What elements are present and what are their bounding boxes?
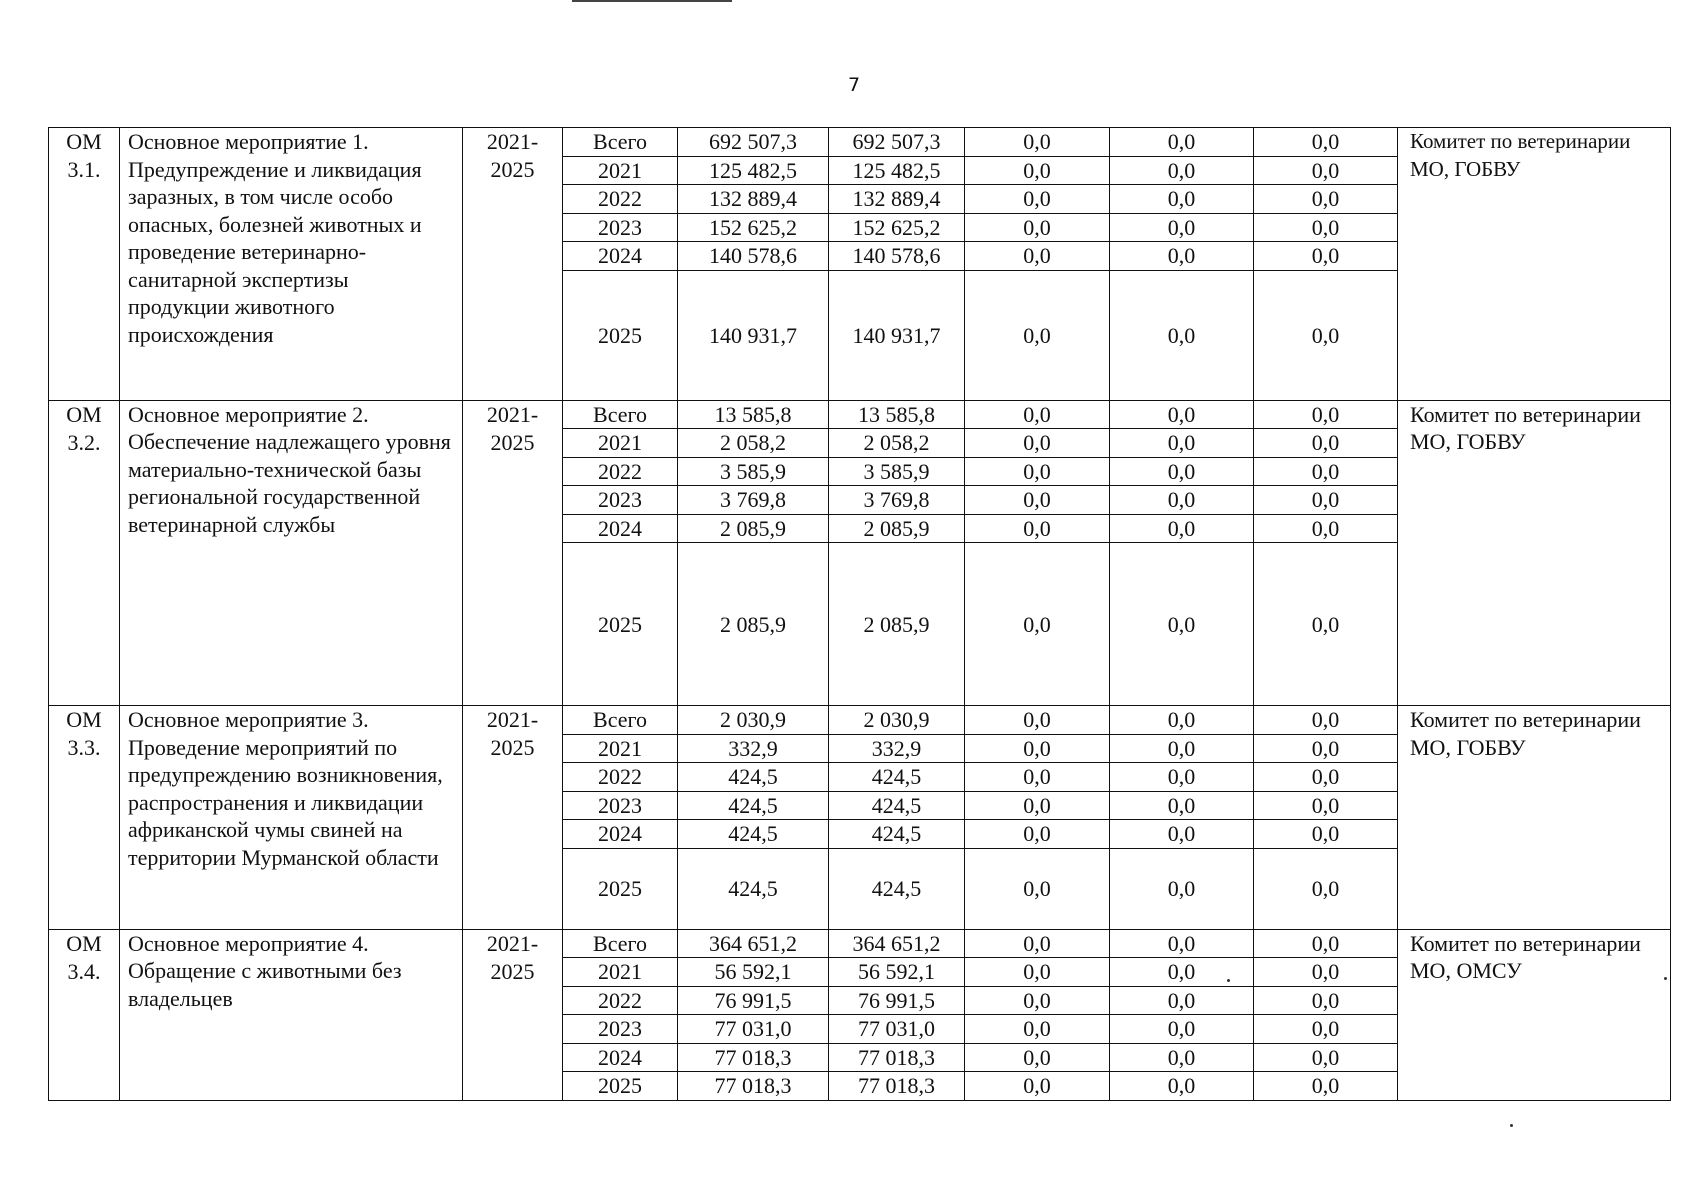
regional-value: 77 031,0 — [829, 1015, 965, 1044]
local-value: 0,0 — [1110, 514, 1254, 543]
total-value: 77 018,3 — [678, 1072, 829, 1101]
year-cell: 2025 — [563, 1072, 678, 1101]
local-value: 0,0 — [1110, 242, 1254, 271]
budget-table-body — [49, 128, 1671, 1101]
local-value: 0,0 — [1110, 1015, 1254, 1044]
regional-value: 2 085,9 — [829, 543, 965, 706]
year-cell: 2022 — [563, 763, 678, 792]
total-value: 2 085,9 — [678, 543, 829, 706]
regional-value: 132 889,4 — [829, 185, 965, 214]
executor: Комитет по ветеринарии МО, ОМСУ — [1398, 929, 1671, 1100]
local-value: 0,0 — [1110, 457, 1254, 486]
federal-value: 0,0 — [965, 242, 1110, 271]
federal-value: 0,0 — [965, 185, 1110, 214]
local-value: 0,0 — [1110, 185, 1254, 214]
total-value: 76 991,5 — [678, 986, 829, 1015]
total-value: 2 030,9 — [678, 706, 829, 735]
activity-code: ОМ 3.4. — [49, 929, 120, 1100]
other-value: 0,0 — [1254, 543, 1398, 706]
year-cell: Всего — [563, 706, 678, 735]
year-cell: 2021 — [563, 429, 678, 458]
regional-value: 125 482,5 — [829, 156, 965, 185]
budget-table — [48, 127, 1671, 1101]
regional-value: 76 991,5 — [829, 986, 965, 1015]
total-value: 332,9 — [678, 734, 829, 763]
table-row — [49, 706, 1671, 735]
table-row — [49, 929, 1671, 958]
federal-value: 0,0 — [965, 1072, 1110, 1101]
federal-value: 0,0 — [965, 128, 1110, 157]
year-cell: 2021 — [563, 734, 678, 763]
total-value: 424,5 — [678, 791, 829, 820]
regional-value: 77 018,3 — [829, 1072, 965, 1101]
regional-value: 692 507,3 — [829, 128, 965, 157]
federal-value: 0,0 — [965, 734, 1110, 763]
year-cell: 2022 — [563, 986, 678, 1015]
regional-value: 424,5 — [829, 763, 965, 792]
year-cell: 2024 — [563, 514, 678, 543]
year-cell: 2021 — [563, 156, 678, 185]
other-value: 0,0 — [1254, 242, 1398, 271]
federal-value: 0,0 — [965, 514, 1110, 543]
year-cell: 2025 — [563, 543, 678, 706]
other-value: 0,0 — [1254, 457, 1398, 486]
regional-value: 140 931,7 — [829, 270, 965, 400]
local-value: 0,0 — [1110, 429, 1254, 458]
other-value: 0,0 — [1254, 514, 1398, 543]
activity-name: Основное мероприятие 1. Предупреждение и ликвидация заразных, в том числе особо опасных, болезней животных и проведение ветеринарно-санитарной экспертизы продукции животного происхождения — [120, 128, 463, 401]
activity-period: 2021-2025 — [463, 706, 563, 930]
activity-name: Основное мероприятие 3. Проведение мероприятий по предупреждению возникновения, распространения и ликвидации африканской чумы свиней на территории Мурманской области — [120, 706, 463, 930]
federal-value: 0,0 — [965, 543, 1110, 706]
other-value: 0,0 — [1254, 706, 1398, 735]
total-value: 424,5 — [678, 763, 829, 792]
year-cell: 2023 — [563, 791, 678, 820]
page-number: 7 — [847, 74, 861, 96]
local-value: 0,0 — [1110, 820, 1254, 849]
executor: Комитет по ветеринарии МО, ГОБВУ — [1398, 706, 1671, 930]
regional-value: 152 625,2 — [829, 213, 965, 242]
federal-value: 0,0 — [965, 958, 1110, 987]
local-value: 0,0 — [1110, 791, 1254, 820]
year-cell: 2022 — [563, 457, 678, 486]
activity-name: Основное мероприятие 4. Обращение с животными без владельцев — [120, 929, 463, 1100]
total-value: 56 592,1 — [678, 958, 829, 987]
local-value: 0,0 — [1110, 543, 1254, 706]
federal-value: 0,0 — [965, 156, 1110, 185]
local-value: 0,0 — [1110, 1072, 1254, 1101]
total-value: 2 085,9 — [678, 514, 829, 543]
local-value: 0,0 — [1110, 734, 1254, 763]
local-value: 0,0 — [1110, 1043, 1254, 1072]
year-cell: 2023 — [563, 1015, 678, 1044]
local-value: 0,0 — [1110, 486, 1254, 515]
year-cell: 2025 — [563, 848, 678, 929]
total-value: 140 931,7 — [678, 270, 829, 400]
local-value: 0,0 — [1110, 128, 1254, 157]
executor: Комитет по ветеринарии МО, ГОБВУ — [1398, 128, 1671, 401]
local-value: 0,0 — [1110, 929, 1254, 958]
other-value: 0,0 — [1254, 734, 1398, 763]
activity-name: Основное мероприятие 2. Обеспечение надлежащего уровня материально-технической базы региональной государственной ветеринарной службы — [120, 400, 463, 706]
other-value: 0,0 — [1254, 486, 1398, 515]
year-cell: 2024 — [563, 820, 678, 849]
scan-speck — [1227, 979, 1230, 982]
regional-value: 3 769,8 — [829, 486, 965, 515]
other-value: 0,0 — [1254, 791, 1398, 820]
activity-period: 2021-2025 — [463, 400, 563, 706]
local-value: 0,0 — [1110, 213, 1254, 242]
total-value: 2 058,2 — [678, 429, 829, 458]
total-value: 132 889,4 — [678, 185, 829, 214]
federal-value: 0,0 — [965, 400, 1110, 429]
regional-value: 56 592,1 — [829, 958, 965, 987]
other-value: 0,0 — [1254, 820, 1398, 849]
year-cell: Всего — [563, 128, 678, 157]
federal-value: 0,0 — [965, 486, 1110, 515]
other-value: 0,0 — [1254, 185, 1398, 214]
year-cell: 2023 — [563, 213, 678, 242]
other-value: 0,0 — [1254, 848, 1398, 929]
regional-value: 3 585,9 — [829, 457, 965, 486]
other-value: 0,0 — [1254, 429, 1398, 458]
regional-value: 424,5 — [829, 791, 965, 820]
federal-value: 0,0 — [965, 791, 1110, 820]
regional-value: 77 018,3 — [829, 1043, 965, 1072]
other-value: 0,0 — [1254, 986, 1398, 1015]
total-value: 77 018,3 — [678, 1043, 829, 1072]
year-cell: 2023 — [563, 486, 678, 515]
total-value: 125 482,5 — [678, 156, 829, 185]
activity-period: 2021-2025 — [463, 128, 563, 401]
year-cell: Всего — [563, 400, 678, 429]
federal-value: 0,0 — [965, 706, 1110, 735]
activity-code: ОМ 3.3. — [49, 706, 120, 930]
other-value: 0,0 — [1254, 213, 1398, 242]
regional-value: 13 585,8 — [829, 400, 965, 429]
scan-artifact-line — [572, 0, 732, 2]
scan-speck — [1510, 1124, 1513, 1127]
federal-value: 0,0 — [965, 213, 1110, 242]
year-cell: 2025 — [563, 270, 678, 400]
total-value: 3 585,9 — [678, 457, 829, 486]
other-value: 0,0 — [1254, 1043, 1398, 1072]
year-cell: Всего — [563, 929, 678, 958]
federal-value: 0,0 — [965, 848, 1110, 929]
local-value: 0,0 — [1110, 270, 1254, 400]
total-value: 77 031,0 — [678, 1015, 829, 1044]
other-value: 0,0 — [1254, 1015, 1398, 1044]
total-value: 424,5 — [678, 820, 829, 849]
regional-value: 424,5 — [829, 848, 965, 929]
regional-value: 364 651,2 — [829, 929, 965, 958]
federal-value: 0,0 — [965, 986, 1110, 1015]
total-value: 424,5 — [678, 848, 829, 929]
local-value: 0,0 — [1110, 156, 1254, 185]
activity-period: 2021-2025 — [463, 929, 563, 1100]
year-cell: 2024 — [563, 242, 678, 271]
total-value: 364 651,2 — [678, 929, 829, 958]
executor: Комитет по ветеринарии МО, ГОБВУ — [1398, 400, 1671, 706]
year-cell: 2022 — [563, 185, 678, 214]
activity-code: ОМ 3.2. — [49, 400, 120, 706]
regional-value: 2 030,9 — [829, 706, 965, 735]
regional-value: 332,9 — [829, 734, 965, 763]
total-value: 140 578,6 — [678, 242, 829, 271]
federal-value: 0,0 — [965, 1043, 1110, 1072]
other-value: 0,0 — [1254, 763, 1398, 792]
total-value: 152 625,2 — [678, 213, 829, 242]
regional-value: 2 058,2 — [829, 429, 965, 458]
total-value: 3 769,8 — [678, 486, 829, 515]
federal-value: 0,0 — [965, 820, 1110, 849]
federal-value: 0,0 — [965, 929, 1110, 958]
total-value: 13 585,8 — [678, 400, 829, 429]
regional-value: 2 085,9 — [829, 514, 965, 543]
total-value: 692 507,3 — [678, 128, 829, 157]
federal-value: 0,0 — [965, 457, 1110, 486]
year-cell: 2024 — [563, 1043, 678, 1072]
local-value: 0,0 — [1110, 763, 1254, 792]
other-value: 0,0 — [1254, 1072, 1398, 1101]
activity-code: ОМ 3.1. — [49, 128, 120, 401]
federal-value: 0,0 — [965, 1015, 1110, 1044]
other-value: 0,0 — [1254, 270, 1398, 400]
scan-speck — [1664, 977, 1667, 980]
other-value: 0,0 — [1254, 958, 1398, 987]
regional-value: 140 578,6 — [829, 242, 965, 271]
regional-value: 424,5 — [829, 820, 965, 849]
local-value: 0,0 — [1110, 706, 1254, 735]
year-cell: 2021 — [563, 958, 678, 987]
local-value: 0,0 — [1110, 958, 1254, 987]
table-row — [49, 400, 1671, 429]
other-value: 0,0 — [1254, 929, 1398, 958]
local-value: 0,0 — [1110, 986, 1254, 1015]
local-value: 0,0 — [1110, 848, 1254, 929]
local-value: 0,0 — [1110, 400, 1254, 429]
federal-value: 0,0 — [965, 763, 1110, 792]
other-value: 0,0 — [1254, 128, 1398, 157]
federal-value: 0,0 — [965, 270, 1110, 400]
other-value: 0,0 — [1254, 156, 1398, 185]
other-value: 0,0 — [1254, 400, 1398, 429]
federal-value: 0,0 — [965, 429, 1110, 458]
table-row — [49, 128, 1671, 157]
